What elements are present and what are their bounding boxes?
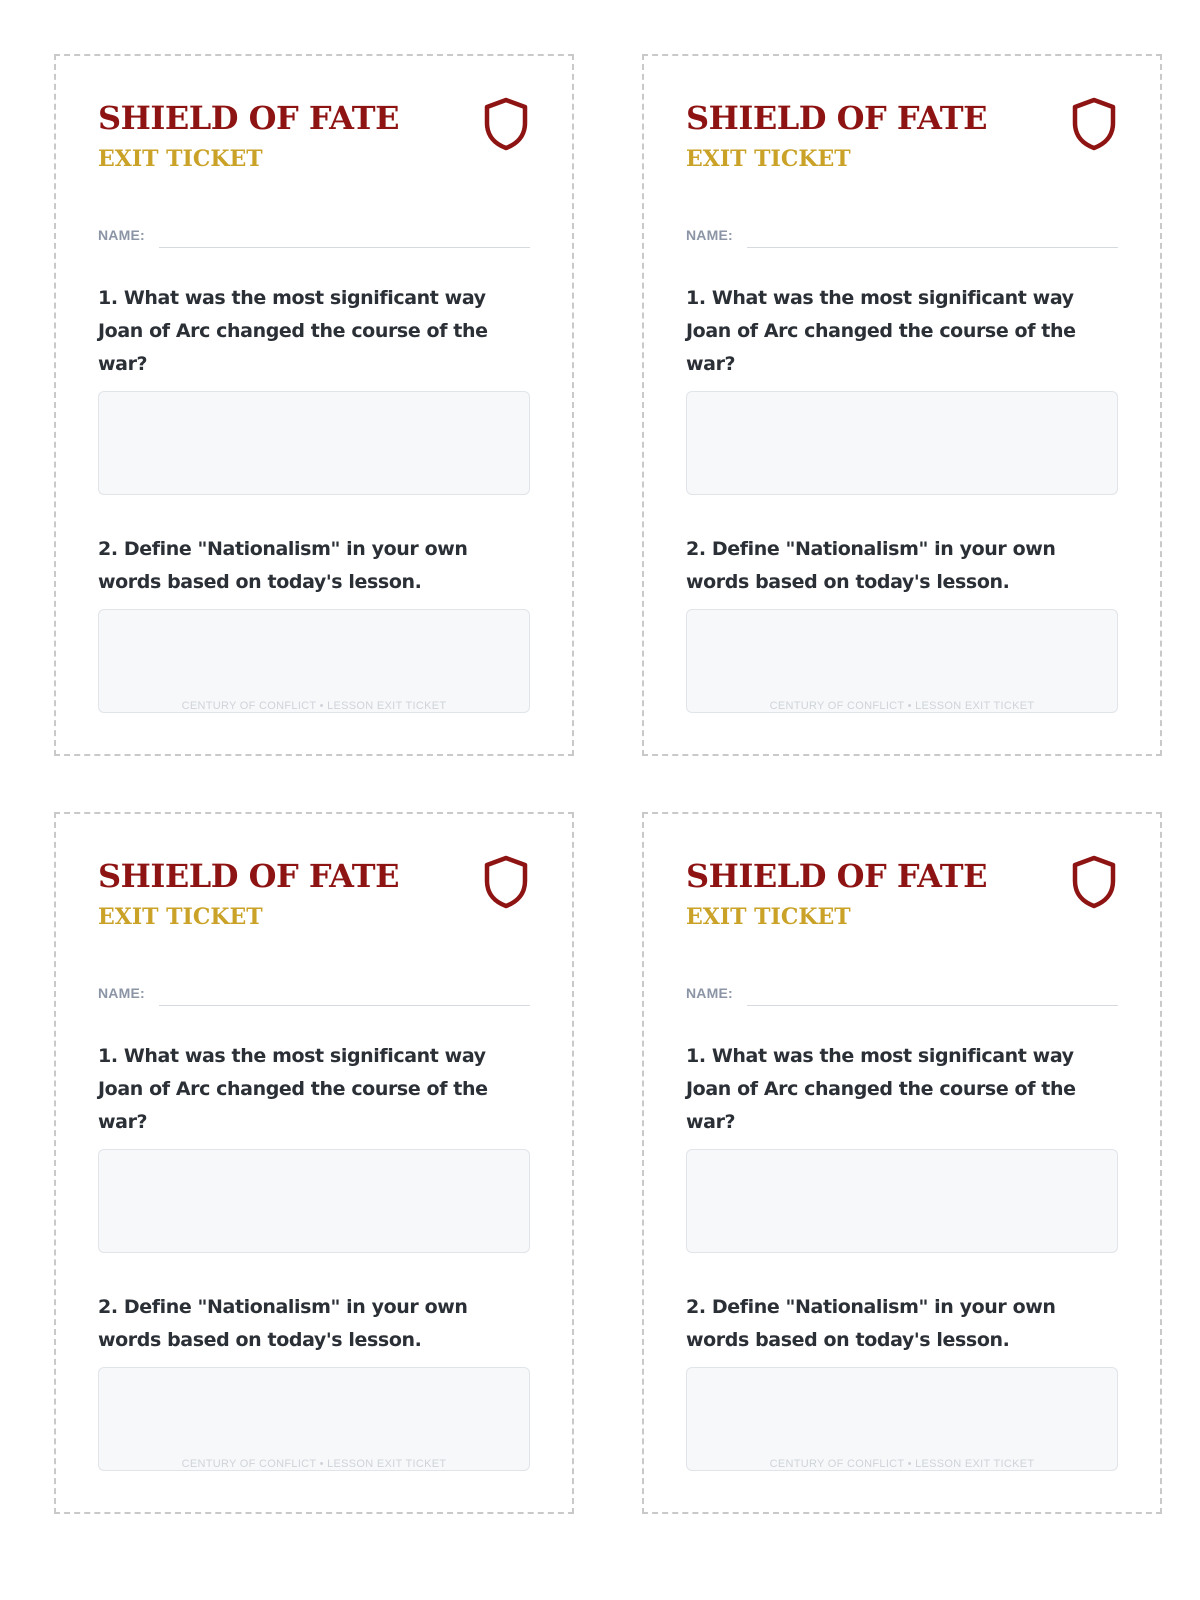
exit-ticket-sheet: [54, 54, 1162, 1514]
question-1: 1. What was the most significant way Joan of Arc changed the course of the war?: [98, 287, 488, 375]
question-2: 2. Define "Nationalism" in your own words based on today's lesson.: [686, 538, 1056, 593]
ticket-footer: CENTURY OF CONFLICT • LESSON EXIT TICKET: [181, 700, 447, 712]
ticket-subtitle: EXIT TICKET: [686, 904, 851, 930]
ticket-header: [686, 856, 1118, 974]
name-line[interactable]: [159, 224, 530, 248]
ticket-subtitle: EXIT TICKET: [98, 146, 263, 172]
question-1: 1. What was the most significant way Joan of Arc changed the course of the war?: [686, 1045, 1076, 1133]
name-row: [686, 216, 1118, 248]
ticket-footer: CENTURY OF CONFLICT • LESSON EXIT TICKET: [769, 1458, 1035, 1470]
question-1: 1. What was the most significant way Joan of Arc changed the course of the war?: [686, 287, 1076, 375]
name-row: [686, 974, 1118, 1006]
exit-ticket-card: [54, 812, 574, 1514]
name-line[interactable]: [747, 982, 1118, 1006]
shield-icon: [1070, 96, 1118, 152]
shield-icon: [482, 854, 530, 910]
name-label: NAME:: [686, 985, 733, 1001]
ticket-title: SHIELD OF FATE: [686, 857, 987, 895]
ticket-subtitle: EXIT TICKET: [686, 146, 851, 172]
ticket-title: SHIELD OF FATE: [98, 99, 399, 137]
ticket-header: [98, 98, 530, 216]
question-2: 2. Define "Nationalism" in your own words based on today's lesson.: [98, 1296, 468, 1351]
ticket-header: [686, 98, 1118, 216]
question-2: 2. Define "Nationalism" in your own words based on today's lesson.: [98, 538, 468, 593]
question-1: 1. What was the most significant way Joan of Arc changed the course of the war?: [98, 1045, 488, 1133]
answer-box-2[interactable]: [98, 609, 530, 713]
question-2: 2. Define "Nationalism" in your own words based on today's lesson.: [686, 1296, 1056, 1351]
answer-box-2[interactable]: [686, 1367, 1118, 1471]
name-line[interactable]: [159, 982, 530, 1006]
name-label: NAME:: [98, 985, 145, 1001]
name-row: [98, 216, 530, 248]
shield-icon: [1070, 854, 1118, 910]
answer-box-1[interactable]: [686, 1149, 1118, 1253]
ticket-title: SHIELD OF FATE: [686, 99, 987, 137]
shield-icon: [482, 96, 530, 152]
ticket-header: [98, 856, 530, 974]
exit-ticket-card: [642, 812, 1162, 1514]
name-line[interactable]: [747, 224, 1118, 248]
ticket-subtitle: EXIT TICKET: [98, 904, 263, 930]
answer-box-1[interactable]: [686, 391, 1118, 495]
answer-box-2[interactable]: [98, 1367, 530, 1471]
answer-box-1[interactable]: [98, 1149, 530, 1253]
ticket-footer: CENTURY OF CONFLICT • LESSON EXIT TICKET: [181, 1458, 447, 1470]
name-label: NAME:: [98, 227, 145, 243]
exit-ticket-card: [642, 54, 1162, 756]
answer-box-2[interactable]: [686, 609, 1118, 713]
ticket-title: SHIELD OF FATE: [98, 857, 399, 895]
answer-box-1[interactable]: [98, 391, 530, 495]
ticket-footer: CENTURY OF CONFLICT • LESSON EXIT TICKET: [769, 700, 1035, 712]
exit-ticket-card: [54, 54, 574, 756]
name-row: [98, 974, 530, 1006]
name-label: NAME:: [686, 227, 733, 243]
